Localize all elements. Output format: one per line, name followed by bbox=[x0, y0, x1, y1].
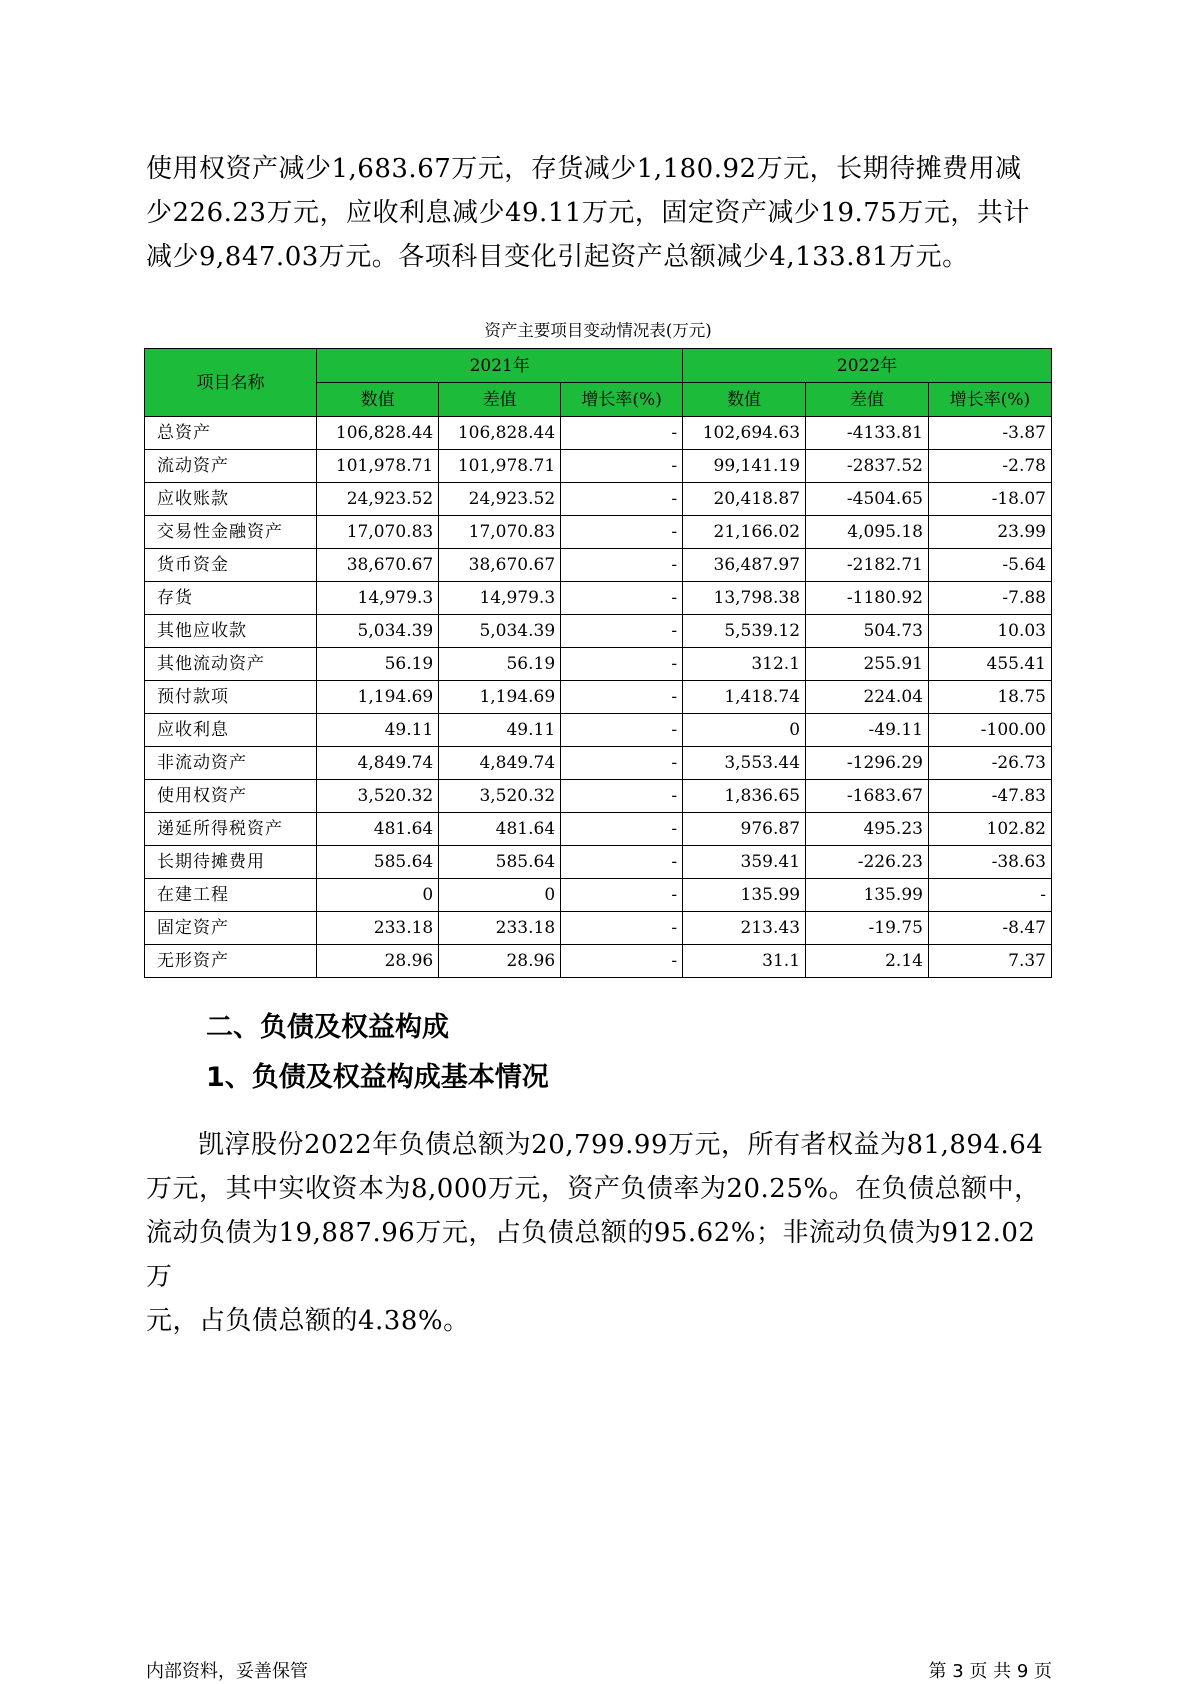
footer-note: 内部资料，妥善保管 bbox=[146, 1661, 308, 1682]
table-row bbox=[145, 648, 1052, 681]
cell-growth-2022: - bbox=[928, 879, 1051, 912]
cell-diff-2021: 28.96 bbox=[439, 945, 561, 978]
cell-value-2022: 20,418.87 bbox=[683, 483, 806, 516]
cell-value-2021: 17,070.83 bbox=[317, 516, 439, 549]
cell-item-name: 其他流动资产 bbox=[145, 648, 317, 681]
cell-growth-2022: -38.63 bbox=[928, 846, 1051, 879]
cell-value-2022: 5,539.12 bbox=[683, 615, 806, 648]
cell-value-2021: 101,978.71 bbox=[317, 450, 439, 483]
cell-value-2021: 56.19 bbox=[317, 648, 439, 681]
cell-growth-2022: -8.47 bbox=[928, 912, 1051, 945]
cell-value-2021: 14,979.3 bbox=[317, 582, 439, 615]
cell-diff-2022: -4504.65 bbox=[806, 483, 929, 516]
table-row bbox=[145, 747, 1052, 780]
header-2021-diff: 差值 bbox=[439, 383, 561, 417]
cell-diff-2022: -1180.92 bbox=[806, 582, 929, 615]
intro-line: 少226.23万元，应收利息减少49.11万元，固定资产减少19.75万元，共计 bbox=[146, 198, 1030, 228]
cell-diff-2022: -4133.81 bbox=[806, 417, 929, 450]
cell-diff-2022: 504.73 bbox=[806, 615, 929, 648]
cell-diff-2021: 233.18 bbox=[439, 912, 561, 945]
cell-item-name: 总资产 bbox=[145, 417, 317, 450]
cell-diff-2021: 3,520.32 bbox=[439, 780, 561, 813]
cell-value-2022: 36,487.97 bbox=[683, 549, 806, 582]
cell-value-2021: 38,670.67 bbox=[317, 549, 439, 582]
cell-value-2022: 1,836.65 bbox=[683, 780, 806, 813]
cell-diff-2022: 4,095.18 bbox=[806, 516, 929, 549]
header-2022-value: 数值 bbox=[683, 383, 806, 417]
cell-value-2022: 976.87 bbox=[683, 813, 806, 846]
cell-diff-2022: -1683.67 bbox=[806, 780, 929, 813]
table-row bbox=[145, 846, 1052, 879]
table-row bbox=[145, 450, 1052, 483]
cell-growth-2021: - bbox=[561, 912, 683, 945]
table-row bbox=[145, 516, 1052, 549]
cell-diff-2021: 106,828.44 bbox=[439, 417, 561, 450]
cell-value-2022: 21,166.02 bbox=[683, 516, 806, 549]
cell-growth-2021: - bbox=[561, 714, 683, 747]
table-row bbox=[145, 483, 1052, 516]
cell-diff-2021: 1,194.69 bbox=[439, 681, 561, 714]
cell-diff-2022: -19.75 bbox=[806, 912, 929, 945]
table-row bbox=[145, 417, 1052, 450]
cell-diff-2021: 0 bbox=[439, 879, 561, 912]
cell-value-2022: 99,141.19 bbox=[683, 450, 806, 483]
cell-growth-2021: - bbox=[561, 483, 683, 516]
cell-growth-2021: - bbox=[561, 747, 683, 780]
header-2021-value: 数值 bbox=[317, 383, 439, 417]
cell-growth-2022: -47.83 bbox=[928, 780, 1051, 813]
header-2022-growth: 增长率(%) bbox=[928, 383, 1051, 417]
cell-diff-2021: 5,034.39 bbox=[439, 615, 561, 648]
cell-diff-2022: -1296.29 bbox=[806, 747, 929, 780]
cell-value-2022: 359.41 bbox=[683, 846, 806, 879]
cell-diff-2022: 135.99 bbox=[806, 879, 929, 912]
cell-diff-2022: 224.04 bbox=[806, 681, 929, 714]
cell-diff-2021: 56.19 bbox=[439, 648, 561, 681]
cell-diff-2022: 495.23 bbox=[806, 813, 929, 846]
cell-growth-2022: 10.03 bbox=[928, 615, 1051, 648]
cell-diff-2021: 4,849.74 bbox=[439, 747, 561, 780]
cell-diff-2021: 101,978.71 bbox=[439, 450, 561, 483]
body-line: 凯淳股份2022年负债总额为20,799.99万元，所有者权益为81,894.64 bbox=[198, 1130, 1044, 1160]
header-year-2021: 2021年 bbox=[317, 349, 683, 383]
cell-item-name: 预付款项 bbox=[145, 681, 317, 714]
cell-growth-2021: - bbox=[561, 648, 683, 681]
table-row bbox=[145, 615, 1052, 648]
cell-value-2021: 3,520.32 bbox=[317, 780, 439, 813]
cell-value-2022: 13,798.38 bbox=[683, 582, 806, 615]
cell-growth-2021: - bbox=[561, 549, 683, 582]
body-line: 流动负债为19,887.96万元，占负债总额的95.62%；非流动负债为912.02万 bbox=[146, 1218, 1036, 1292]
cell-growth-2022: -100.00 bbox=[928, 714, 1051, 747]
cell-growth-2022: -5.64 bbox=[928, 549, 1051, 582]
cell-item-name: 固定资产 bbox=[145, 912, 317, 945]
table-row bbox=[145, 714, 1052, 747]
cell-diff-2021: 481.64 bbox=[439, 813, 561, 846]
table-row bbox=[145, 549, 1052, 582]
body-line: 万元，其中实收资本为8,000万元，资产负债率为20.25%。在负债总额中， bbox=[146, 1174, 1041, 1204]
cell-value-2022: 312.1 bbox=[683, 648, 806, 681]
cell-item-name: 货币资金 bbox=[145, 549, 317, 582]
cell-item-name: 存货 bbox=[145, 582, 317, 615]
cell-item-name: 长期待摊费用 bbox=[145, 846, 317, 879]
cell-diff-2021: 585.64 bbox=[439, 846, 561, 879]
table-row bbox=[145, 813, 1052, 846]
cell-item-name: 应收利息 bbox=[145, 714, 317, 747]
cell-diff-2021: 17,070.83 bbox=[439, 516, 561, 549]
cell-item-name: 交易性金融资产 bbox=[145, 516, 317, 549]
cell-diff-2022: -226.23 bbox=[806, 846, 929, 879]
table-row bbox=[145, 945, 1052, 978]
cell-value-2022: 1,418.74 bbox=[683, 681, 806, 714]
cell-value-2021: 1,194.69 bbox=[317, 681, 439, 714]
cell-value-2022: 135.99 bbox=[683, 879, 806, 912]
table-caption: 资产主要项目变动情况表(万元) bbox=[484, 321, 712, 340]
table-row bbox=[145, 780, 1052, 813]
cell-item-name: 流动资产 bbox=[145, 450, 317, 483]
cell-value-2022: 3,553.44 bbox=[683, 747, 806, 780]
cell-item-name: 无形资产 bbox=[145, 945, 317, 978]
cell-diff-2022: 255.91 bbox=[806, 648, 929, 681]
cell-value-2021: 106,828.44 bbox=[317, 417, 439, 450]
cell-growth-2022: 7.37 bbox=[928, 945, 1051, 978]
cell-value-2021: 233.18 bbox=[317, 912, 439, 945]
cell-diff-2022: 2.14 bbox=[806, 945, 929, 978]
cell-value-2021: 28.96 bbox=[317, 945, 439, 978]
cell-diff-2022: -2837.52 bbox=[806, 450, 929, 483]
table-row bbox=[145, 582, 1052, 615]
cell-value-2022: 31.1 bbox=[683, 945, 806, 978]
cell-growth-2022: 18.75 bbox=[928, 681, 1051, 714]
cell-growth-2021: - bbox=[561, 582, 683, 615]
table-row bbox=[145, 879, 1052, 912]
section-heading: 二、负债及权益构成 bbox=[206, 1012, 449, 1043]
cell-item-name: 应收账款 bbox=[145, 483, 317, 516]
cell-growth-2021: - bbox=[561, 516, 683, 549]
cell-diff-2021: 14,979.3 bbox=[439, 582, 561, 615]
cell-value-2021: 24,923.52 bbox=[317, 483, 439, 516]
cell-value-2021: 481.64 bbox=[317, 813, 439, 846]
cell-growth-2022: -18.07 bbox=[928, 483, 1051, 516]
cell-growth-2022: -7.88 bbox=[928, 582, 1051, 615]
cell-growth-2022: -3.87 bbox=[928, 417, 1051, 450]
cell-diff-2021: 38,670.67 bbox=[439, 549, 561, 582]
table-row bbox=[145, 912, 1052, 945]
cell-value-2021: 585.64 bbox=[317, 846, 439, 879]
cell-growth-2021: - bbox=[561, 879, 683, 912]
body-paragraph bbox=[146, 1123, 1050, 1343]
header-2021-growth: 增长率(%) bbox=[561, 383, 683, 417]
cell-item-name: 使用权资产 bbox=[145, 780, 317, 813]
cell-growth-2022: -26.73 bbox=[928, 747, 1051, 780]
cell-growth-2022: 455.41 bbox=[928, 648, 1051, 681]
cell-value-2022: 102,694.63 bbox=[683, 417, 806, 450]
cell-diff-2022: -2182.71 bbox=[806, 549, 929, 582]
cell-value-2021: 4,849.74 bbox=[317, 747, 439, 780]
cell-value-2022: 0 bbox=[683, 714, 806, 747]
cell-growth-2021: - bbox=[561, 450, 683, 483]
cell-item-name: 非流动资产 bbox=[145, 747, 317, 780]
cell-growth-2021: - bbox=[561, 780, 683, 813]
cell-value-2022: 213.43 bbox=[683, 912, 806, 945]
body-line: 元，占负债总额的4.38%。 bbox=[146, 1306, 470, 1336]
cell-value-2021: 5,034.39 bbox=[317, 615, 439, 648]
page-number: 第 3 页 共 9 页 bbox=[928, 1661, 1052, 1682]
cell-item-name: 递延所得税资产 bbox=[145, 813, 317, 846]
cell-growth-2022: -2.78 bbox=[928, 450, 1051, 483]
cell-growth-2021: - bbox=[561, 813, 683, 846]
cell-diff-2021: 24,923.52 bbox=[439, 483, 561, 516]
cell-value-2021: 49.11 bbox=[317, 714, 439, 747]
cell-diff-2021: 49.11 bbox=[439, 714, 561, 747]
cell-growth-2021: - bbox=[561, 846, 683, 879]
asset-change-table bbox=[144, 348, 1052, 978]
cell-growth-2021: - bbox=[561, 417, 683, 450]
cell-growth-2022: 23.99 bbox=[928, 516, 1051, 549]
table-row bbox=[145, 681, 1052, 714]
header-item-name: 项目名称 bbox=[145, 349, 317, 417]
intro-paragraph bbox=[146, 147, 1050, 279]
cell-value-2021: 0 bbox=[317, 879, 439, 912]
intro-line: 减少9,847.03万元。各项科目变化引起资产总额减少4,133.81万元。 bbox=[146, 242, 969, 272]
cell-item-name: 其他应收款 bbox=[145, 615, 317, 648]
cell-growth-2021: - bbox=[561, 615, 683, 648]
header-2022-diff: 差值 bbox=[806, 383, 929, 417]
cell-growth-2021: - bbox=[561, 945, 683, 978]
cell-growth-2022: 102.82 bbox=[928, 813, 1051, 846]
intro-line: 使用权资产减少1,683.67万元，存货减少1,180.92万元，长期待摊费用减 bbox=[146, 154, 1022, 184]
cell-diff-2022: -49.11 bbox=[806, 714, 929, 747]
subsection-heading: 1、负债及权益构成基本情况 bbox=[206, 1062, 549, 1093]
header-year-2022: 2022年 bbox=[683, 349, 1052, 383]
table-body bbox=[145, 417, 1052, 978]
cell-growth-2021: - bbox=[561, 681, 683, 714]
cell-item-name: 在建工程 bbox=[145, 879, 317, 912]
